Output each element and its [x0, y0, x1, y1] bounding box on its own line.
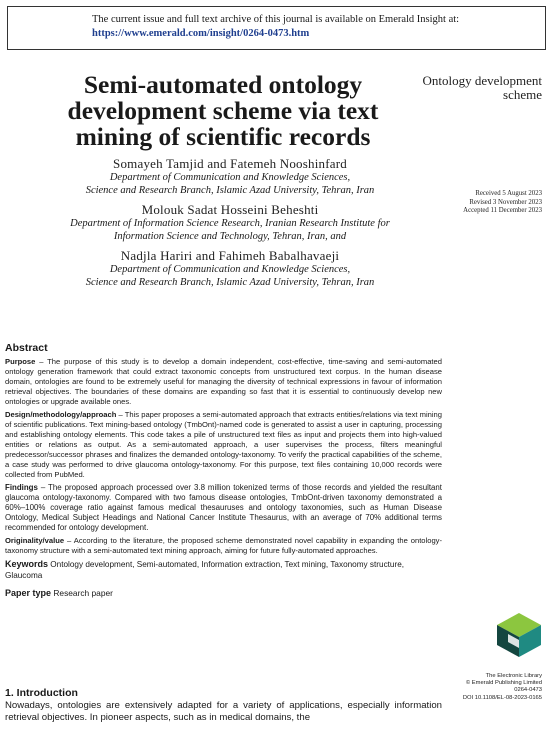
originality-label: Originality/value [5, 536, 65, 545]
author-group [20, 202, 440, 243]
author-group [20, 248, 440, 289]
copyright: © Emerald Publishing Limited [465, 680, 542, 687]
keywords-text: Ontology development, Semi-automated, Information extraction, Text mining, Taxonomy structure, Glaucoma [5, 560, 405, 580]
journal-banner [7, 6, 546, 50]
author-names: Nadjla Hariri and Fahimeh Babalhavaeji [120, 248, 340, 263]
design-text: – This paper proposes a semi-automated approach that extracts entities/relations via text mining of scientific publications. Text mining-based ontology (TmbOnt)-named code is generated to assist a user in capturing, processing and establishing ontology elements. This code takes a pile of unstructured text files as input and projects them into high-valued entities or relations as output. As a semi-automated approach, a user supervises the process, filters meaningful predecessor/successor phrases and finalizes the demanded ontology-taxonomy. To verify the practical capabilities of the scheme, a case study was performed to drive glaucoma ontology-taxonomy. For this purpose, text files containing 10,000 records were collected from PubMed. [5, 410, 442, 479]
paper-type [5, 588, 442, 598]
author-affiliation: Science and Research Branch, Islamic Azad University, Tehran, Iran [85, 277, 375, 288]
journal-name: The Electronic Library [485, 673, 542, 679]
received-date: Received 5 August 2023 [475, 190, 542, 197]
abstract-purpose [5, 357, 442, 407]
findings-text: – The proposed approach processed over 3.8 million tokenized terms of those records and yielded the resultant glaucoma ontology-taxonomy. Compared with two famous disease ontologies, TmbOnt-driven taxonomy demonstrated a 60%–100% coverage ratio against famous medical thesauruses and ontology taxonomies, such as Human Disease Ontology, Medical Subject Headings and National Cancer Institute Thesaurus, with an average of 70% additional terms recommended for ontology development. [5, 483, 442, 532]
running-title: Ontology development scheme [422, 73, 542, 102]
abstract-section [5, 342, 442, 598]
paper-type-label: Paper type [5, 588, 52, 598]
originality-text: – According to the literature, the proposed scheme demonstrated novel capability in expanding the ontology-taxonomy structure with a semi-automated text mining approach, aiming for future fully-automated approaches. [5, 536, 442, 555]
author-affiliation: Science and Research Branch, Islamic Azad University, Tehran, Iran [85, 185, 375, 196]
keywords [5, 559, 442, 581]
accepted-date: Accepted 11 December 2023 [463, 207, 542, 214]
findings-label: Findings [5, 483, 38, 492]
introduction-heading: 1. Introduction [5, 687, 78, 699]
journal-url-link[interactable]: https://www.emerald.com/insight/0264-0473.htm [92, 28, 310, 39]
introduction-text: Nowadays, ontologies are extensively adapted for a variety of applications, especially information retrieval objectives. In pioneer aspects, such as in medical domains, the [5, 700, 442, 723]
introduction-section [5, 687, 442, 724]
doi-link[interactable]: DOI 10.1108/EL-08-2023-0165 [462, 694, 542, 701]
author-names: Somayeh Tamjid and Fatemeh Nooshinfard [113, 156, 347, 171]
abstract-originality [5, 536, 442, 556]
abstract-findings [5, 483, 442, 533]
author-affiliation: Department of Information Science Research, Iranian Research Institute for [70, 218, 390, 229]
issn: 0264-0473 [514, 687, 542, 694]
purpose-label: Purpose [5, 357, 36, 366]
revised-date: Revised 3 November 2023 [469, 198, 542, 206]
author-affiliation: Department of Communication and Knowledge Sciences, [109, 264, 351, 275]
paper-title: Semi-automated ontology development scheme via text mining of scientific records [67, 70, 379, 151]
emerald-logo-icon [496, 612, 542, 658]
author-group [20, 156, 440, 197]
design-label: Design/methodology/approach [5, 410, 117, 419]
banner-text: The current issue and full text archive of this journal is available on Emerald Insight at: [92, 14, 460, 25]
purpose-text: – The purpose of this study is to develop a domain independent, cost-effective, time-saving and semi-automated ontology generation framework that could extract taxonomic concepts from unstructured text corpus. In the human disease domain, ontologies are found to be extremely useful for managing the diversity of technical expressions in favour of information retrieval objectives. The boundaries of these domains are expanding so fast that it is essential to continuously develop new ontologies or upgrade available ones. [5, 357, 442, 406]
paper-type-text: Research paper [51, 588, 113, 598]
abstract-heading: Abstract [5, 342, 48, 354]
keywords-label: Keywords [5, 559, 49, 569]
abstract-design [5, 410, 442, 480]
publisher-info [412, 673, 542, 702]
author-list [20, 156, 440, 294]
author-names: Molouk Sadat Hosseini Beheshti [141, 202, 319, 217]
author-affiliation: Information Science and Technology, Tehran, Iran, and [113, 231, 347, 242]
author-affiliation: Department of Communication and Knowledge Sciences, [109, 172, 351, 183]
